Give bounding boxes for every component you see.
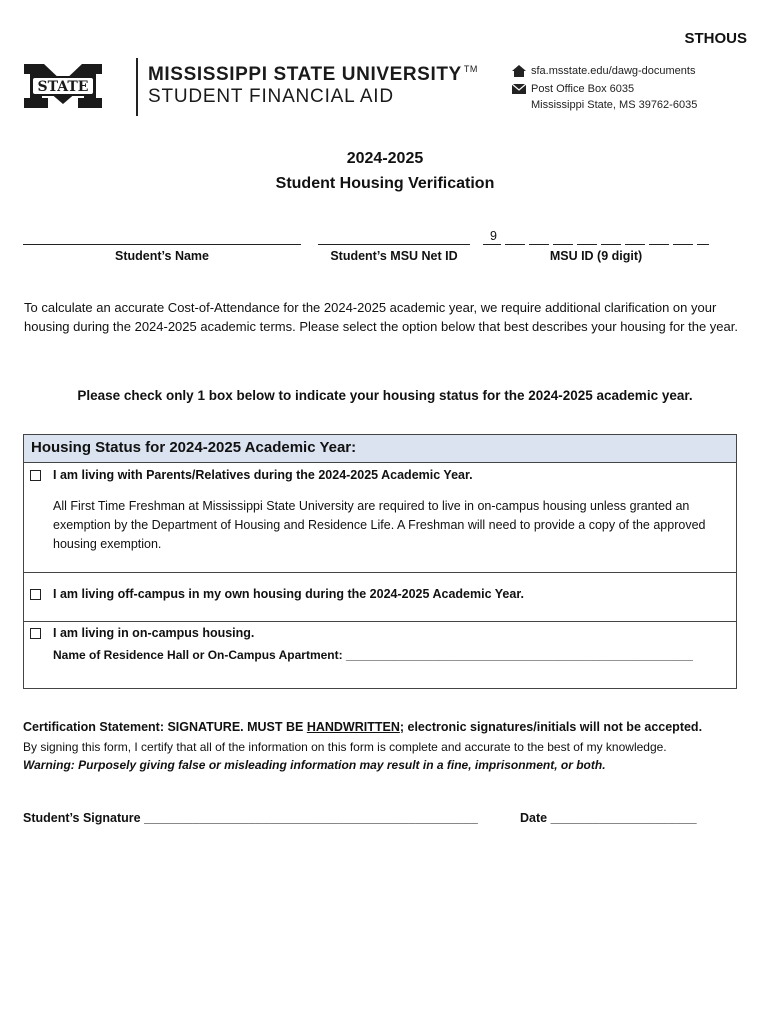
housing-status-header [24, 435, 736, 463]
form-title: Student Housing Verification [275, 175, 495, 192]
msu-id-prefix: 9 [490, 229, 497, 243]
housing-status-table [23, 434, 737, 689]
option-on-campus-checkbox[interactable] [30, 628, 41, 639]
instruction: Please check only 1 box below to indicate your housing status for the 2024-2025 academic year. [77, 388, 693, 403]
option-on-campus-section [24, 622, 736, 688]
msu-id-label: MSU ID (9 digit) [549, 249, 643, 263]
logo-divider [136, 58, 138, 116]
signature-field[interactable]: Student’s Signature ________________________________________________ [23, 811, 478, 825]
date-field[interactable]: Date _____________________ [520, 811, 697, 825]
department-name: STUDENT FINANCIAL AID [148, 86, 394, 107]
option-off-campus-section [24, 573, 736, 622]
student-name-field[interactable] [23, 244, 301, 245]
form-code: STHOUS [684, 30, 747, 47]
option-off-campus-label: I am living off-campus in my own housing during the 2024-2025 Academic Year. [53, 587, 524, 601]
city-state-zip: Mississippi State, MS 39762-6035 [531, 99, 698, 111]
handwritten-emphasis: HANDWRITTEN [306, 720, 400, 734]
warning-text: Warning: Purposely giving false or misleading information may result in a fine, imprisonment, or both. [23, 758, 606, 772]
po-box: Post Office Box 6035 [531, 82, 635, 95]
housing-status-heading: Housing Status for 2024-2025 Academic Year: [31, 439, 357, 456]
contact-info [511, 62, 697, 113]
option-parents-checkbox[interactable] [30, 470, 41, 481]
option-on-campus-label: I am living in on-campus housing. [53, 626, 255, 640]
option-parents-section [24, 463, 736, 573]
university-name: MISSISSIPPI STATE UNIVERSITY ™ [148, 64, 479, 85]
msu-m-logo-icon [22, 62, 104, 110]
residence-hall-field[interactable]: Name of Residence Hall or On-Campus Apartment: ____________________________________________________ [53, 648, 693, 662]
university-logo [22, 58, 479, 118]
certification-text: By signing this form, I certify that all of the information on this form is complete and accurate to the best of my knowledge. [23, 740, 667, 754]
option-parents-label: I am living with Parents/Relatives during the 2024-2025 Academic Year. [53, 468, 473, 482]
trademark: TM [463, 64, 479, 74]
mail-icon [511, 82, 527, 96]
certification-statement: Certification Statement: SIGNATURE. MUST BE HANDWRITTEN; electronic signatures/initials will not be accepted. [23, 720, 703, 734]
net-id-label: Student’s MSU Net ID [330, 249, 458, 263]
home-icon [511, 64, 527, 78]
intro-paragraph: To calculate an accurate Cost-of-Attendance for the 2024-2025 academic year, we require additional clarification on your housing during the 2024-2025 academic terms. Please select the option below that best describes your housing for the year. [24, 300, 738, 334]
freshman-note: All First Time Freshman at Mississippi State University are required to live in on-campus housing unless granted an exemption by the Department of Housing and Residence Life. A Freshman will need to provide a copy of the approved housing exemption. [53, 499, 706, 551]
student-name-label: Student’s Name [114, 249, 209, 263]
option-off-campus-checkbox[interactable] [30, 589, 41, 600]
website-link[interactable]: sfa.msstate.edu/dawg-documents [531, 64, 696, 77]
net-id-field[interactable] [318, 244, 470, 245]
logo-text: STATE [37, 79, 89, 95]
form-year: 2024-2025 [346, 150, 424, 167]
